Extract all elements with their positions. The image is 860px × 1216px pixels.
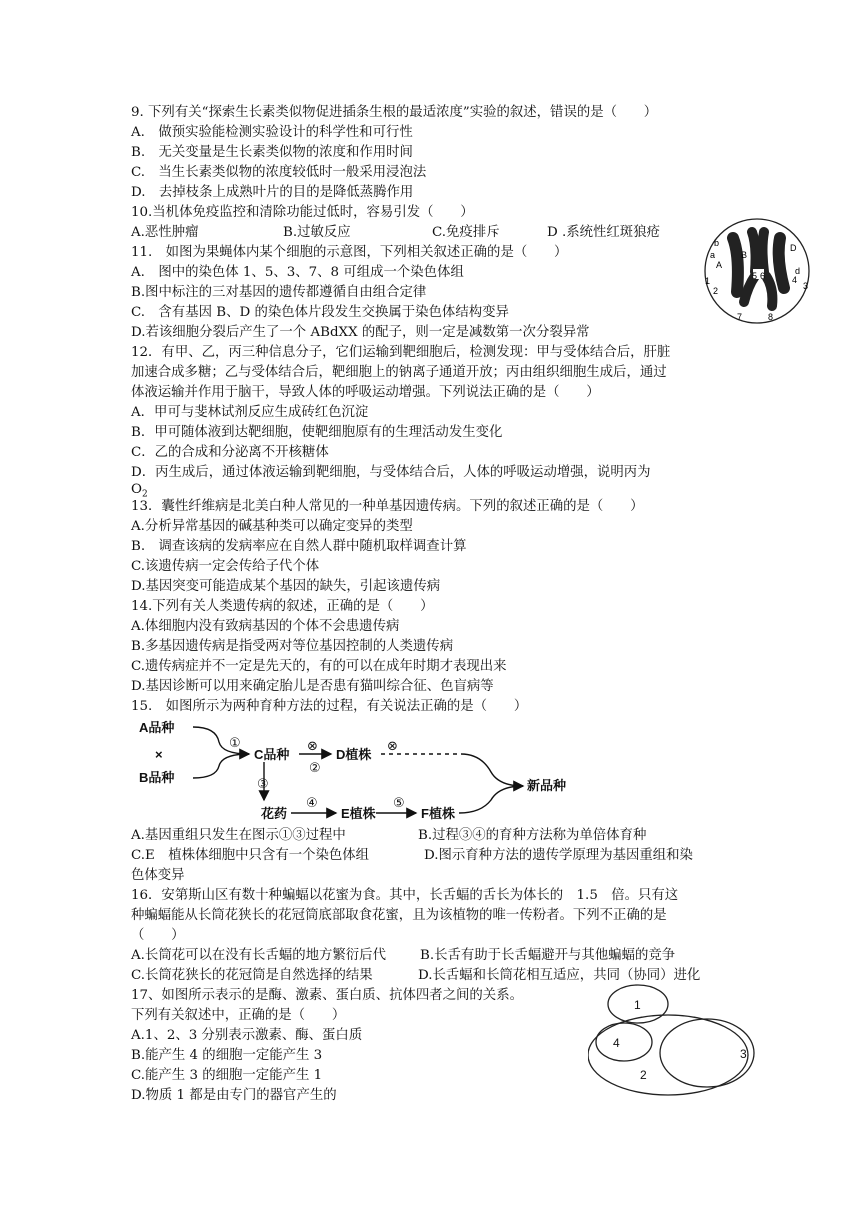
- q14-option-a: A.体细胞内没有致病基因的个体不会患遗传病: [131, 619, 400, 634]
- q16-stem-line-1: 16．安第斯山区有数十种蝙蝠以花蜜为食。其中，长舌蝠的舌长为体长的 1.5 倍。只有这: [131, 888, 679, 903]
- chromosome-label-5: 5: [752, 271, 758, 281]
- q15-option-d: D.图示育种方法的遗传学原理为基因重组和染: [424, 848, 693, 863]
- gene-label-D: D: [790, 243, 797, 253]
- oxygen-symbol: O: [131, 482, 142, 497]
- q13-option-b: B. 调查该病的发病率应在自然人群中随机取样调查计算: [131, 539, 467, 554]
- q16-stem-line-2: 种蝙蝠能从长筒花狭长的花冠筒底部取食花蜜，且为该植物的唯一传粉者。下列不正确的是: [131, 908, 667, 923]
- chromosome-label-8: 8: [768, 312, 774, 322]
- gene-label-a: a: [710, 250, 716, 260]
- q10-option-a: A.恶性肿瘤: [131, 225, 199, 240]
- q14-option-b: B.多基因遗传病是指受两对等位基因控制的人类遗传病: [131, 639, 454, 654]
- q11-option-c: C. 含有基因 B、D 的染色体片段发生交换属于染色体结构变异: [131, 305, 509, 320]
- gene-label-A: A: [716, 260, 723, 270]
- step-1: ①: [229, 735, 241, 750]
- q12-option-a: A．甲可与斐林试剂反应生成砖红色沉淀: [131, 405, 369, 420]
- q9-stem: 9. 下列有关“探索生长素类似物促进插条生根的最适浓度”实验的叙述，错误的是（ ）: [131, 105, 658, 120]
- label-e-plant: E植株: [341, 806, 376, 821]
- q13-option-c: C.该遗传病一定会传给子代个体: [131, 559, 320, 574]
- q9-option-c: C. 当生长素类似物的浓度较低时一般采用浸泡法: [131, 165, 427, 180]
- q16-option-d: D.长舌蝠和长筒花相互适应，共同（协同）进化: [418, 968, 701, 983]
- q14-stem: 14.下列有关人类遗传病的叙述，正确的是（ ）: [131, 599, 434, 614]
- venn-label-1: 1: [634, 998, 641, 1012]
- q14-option-c: C.遗传病症并不一定是先天的，有的可以在成年时期才表现出来: [131, 659, 507, 674]
- label-anther: 花药: [261, 806, 288, 821]
- q10-option-c: C.免疫排斥: [432, 225, 500, 240]
- q17-option-c: C.能产生 3 的细胞一定能产生 1: [131, 1068, 323, 1083]
- label-f-plant: F植株: [421, 806, 455, 821]
- oxygen-subscript: 2: [141, 489, 148, 500]
- q13-option-a: A.分析异常基因的碱基种类可以确定变异的类型: [131, 519, 413, 534]
- q11-option-a: A. 图中的染色体 1、5、3、7、8 可组成一个染色体组: [131, 265, 464, 280]
- q11-stem: 11. 如图为果蝇体内某个细胞的示意图，下列相关叙述正确的是（ ）: [131, 245, 568, 260]
- venn-diagram: [588, 980, 764, 1100]
- venn-label-2: 2: [640, 1068, 647, 1082]
- q16-option-a: A.长筒花可以在没有长舌蝠的地方繁衍后代: [131, 948, 386, 963]
- q12-option-b: B．甲可随体液到达靶细胞，使靶细胞原有的生理活动发生变化: [131, 425, 503, 440]
- chromosome-label-1: 1: [705, 276, 711, 286]
- q17-option-b: B.能产生 4 的细胞一定能产生 3: [131, 1048, 323, 1063]
- q17-stem-line-2: 下列有关叙述中，正确的是（ ）: [131, 1008, 346, 1023]
- q15-option-a: A.基因重组只发生在图示①③过程中: [131, 828, 346, 843]
- q12-option-c: C．乙的合成和分泌离不开核糖体: [131, 445, 329, 460]
- label-a-species: A品种: [139, 720, 175, 735]
- venn-label-4: 4: [613, 1036, 620, 1050]
- q13-stem: 13．囊性纤维病是北美白种人常见的一种单基因遗传病。下列的叙述正确的是（ ）: [131, 499, 644, 514]
- q14-option-d: D.基因诊断可以用来确定胎儿是否患有猫叫综合征、色盲病等: [131, 679, 494, 694]
- chromosome-label-2: 2: [713, 286, 719, 296]
- q9-option-b: B. 无关变量是生长素类似物的浓度和作用时间: [131, 145, 413, 160]
- gene-label-d: d: [795, 266, 801, 276]
- step-2: ②: [309, 760, 321, 775]
- q16-stem-line-3: （ ）: [131, 928, 185, 943]
- step-3: ③: [257, 776, 269, 791]
- q9-option-d: D. 去掉枝条上成熟叶片的目的是降低蒸腾作用: [131, 185, 414, 200]
- gene-label-b: b: [714, 238, 720, 248]
- step-4: ④: [306, 795, 318, 810]
- label-new-species: 新品种: [527, 778, 567, 793]
- label-b-species: B品种: [139, 770, 175, 785]
- label-cross: ×: [155, 747, 163, 762]
- q9-option-a: A. 做预实验能检测实验设计的科学性和可行性: [131, 125, 413, 140]
- label-d-plant: D植株: [336, 747, 372, 762]
- q15-option-b: B.过程③④的育种方法称为单倍体育种: [418, 828, 647, 843]
- q12-stem-line-2: 加速合成多糖；乙与受体结合后，靶细胞上的钠离子通道开放；丙由组织细胞生成后，通过: [131, 365, 667, 380]
- step-5: ⑤: [393, 795, 405, 810]
- q10-stem: 10.当机体免疫监控和清除功能过低时，容易引发（ ）: [131, 205, 474, 220]
- chromosome-label-7: 7: [737, 312, 743, 322]
- self-cross-1-icon: ⊗: [307, 738, 318, 753]
- q17-option-d: D.物质 1 都是由专门的器官产生的: [131, 1088, 337, 1103]
- label-c-species: C品种: [254, 747, 290, 762]
- chromosome-label-3: 3: [803, 281, 809, 291]
- q15-option-d-cont: 色体变异: [131, 868, 185, 883]
- q10-option-d: D .系统性红斑狼疮: [547, 225, 660, 240]
- q12-stem-line-1: 12．有甲、乙，丙三种信息分子，它们运输到靶细胞后，检测发现：甲与受体结合后，肝脏: [131, 345, 671, 360]
- q15-stem: 15. 如图所示为两种育种方法的过程，有关说法正确的是（ ）: [131, 699, 528, 714]
- chromosome-label-4: 4: [792, 275, 798, 285]
- fruit-fly-cell-figure: [700, 216, 818, 326]
- q17-stem-line-1: 17、如图所示表示的是酶、激素、蛋白质、抗体四者之间的关系。: [131, 988, 523, 1003]
- venn-label-3: 3: [740, 1047, 747, 1061]
- q17-option-a: A.1、2、3 分别表示激素、酶、蛋白质: [131, 1028, 363, 1043]
- breeding-process-diagram: [131, 712, 601, 822]
- q13-option-d: D.基因突变可能造成某个基因的缺失，引起该遗传病: [131, 579, 441, 594]
- q16-option-b: B.长舌有助于长舌蝠避开与其他蝙蝠的竞争: [420, 948, 676, 963]
- q16-option-c: C.长筒花狭长的花冠筒是自然选择的结果: [131, 968, 373, 983]
- q15-option-c: C.E 植株体细胞中只含有一个染色体组: [131, 848, 370, 863]
- q12-stem-line-3: 体液运输并作用于脑干，导致人体的呼吸运动增强。下列说法正确的是（ ）: [131, 385, 600, 400]
- q12-option-d: D．丙生成后，通过体液运输到靶细胞，与受体结合后，人体的呼吸运动增强，说明丙为: [131, 465, 651, 480]
- q11-option-b: B.图中标注的三对基因的遗传都遵循自由组合定律: [131, 285, 427, 300]
- q11-option-d: D.若该细胞分裂后产生了一个 ABdXX 的配子，则一定是减数第一次分裂异常: [131, 325, 590, 340]
- gene-label-B: B: [741, 250, 748, 260]
- self-cross-2-icon: ⊗: [387, 738, 398, 753]
- q10-option-b: B.过敏反应: [283, 225, 351, 240]
- chromosome-label-6: 6: [760, 271, 766, 281]
